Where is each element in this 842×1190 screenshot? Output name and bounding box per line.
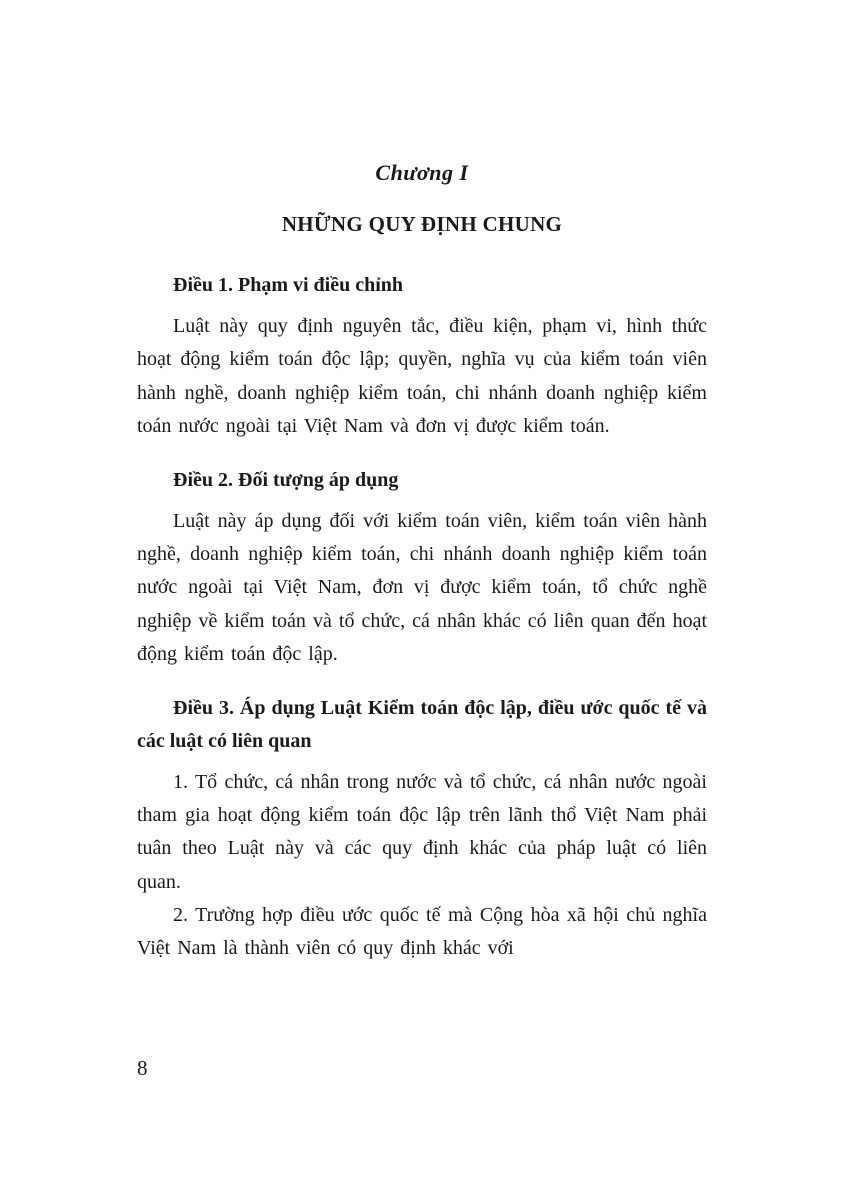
article-1-title: Điều 1. Phạm vi điều chỉnh: [173, 274, 404, 296]
article-3-paragraph-2: 2. Trường hợp điều ước quốc tế mà Cộng hòa xã hội chủ nghĩa Việt Nam là thành viên có quy định khác với: [137, 904, 707, 960]
article-2: [137, 464, 707, 672]
article-2-title: Điều 2. Đối tượng áp dụng: [173, 468, 399, 491]
article-3-title: Điều 3. Áp dụng Luật Kiểm toán độc lập, điều ước quốc tế và các luật có liên quan: [137, 696, 707, 752]
article-3-paragraph-1: 1. Tổ chức, cá nhân trong nước và tổ chức, cá nhân nước ngoài tham gia hoạt động kiểm toán độc lập trên lãnh thổ Việt Nam phải tuân theo Luật này và các quy định khác của pháp luật có liên quan.: [137, 770, 707, 893]
article-2-paragraph: Luật này áp dụng đối với kiểm toán viên, kiểm toán viên hành nghề, doanh nghiệp kiểm toán, chi nhánh doanh nghiệp kiểm toán nước ngoài tại Việt Nam, đơn vị được kiểm toán, tổ chức nghề nghiệp về kiểm toán và tổ chức, cá nhân khác có liên quan đến hoạt động kiểm toán độc lập.: [137, 509, 707, 666]
chapter-title: NHỮNG QUY ĐỊNH CHUNG: [281, 212, 563, 236]
article-1: [137, 269, 707, 444]
page-number: 8: [137, 1056, 148, 1080]
article-3: [137, 692, 707, 966]
chapter-label: Chương I: [375, 160, 469, 185]
article-1-paragraph: Luật này quy định nguyên tắc, điều kiện, phạm vi, hình thức hoạt động kiểm toán độc lập; quyền, nghĩa vụ của kiểm toán viên hành nghề, doanh nghiệp kiểm toán, chi nhánh doanh nghiệp kiểm toán nước ngoài tại Việt Nam và đơn vị được kiểm toán.: [137, 315, 707, 438]
